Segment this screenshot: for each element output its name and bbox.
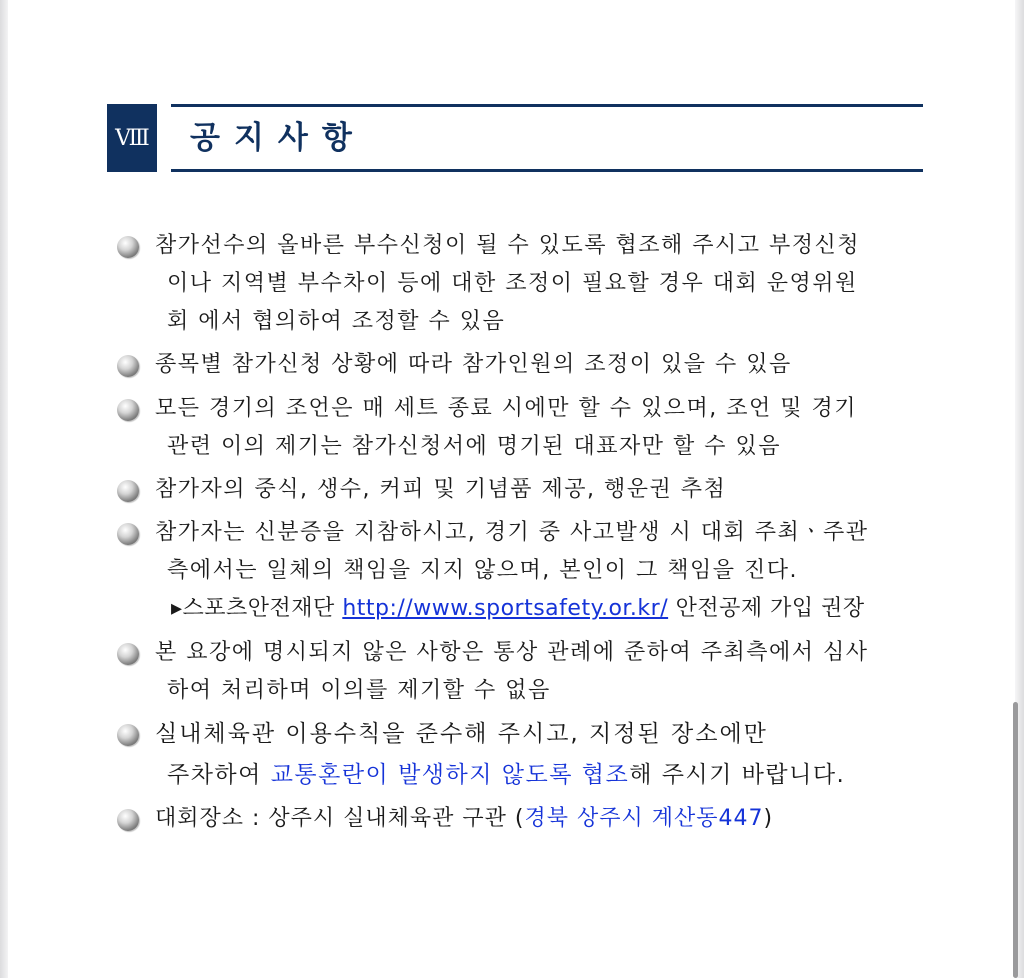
- bullet-icon: [117, 399, 139, 421]
- parking-prefix: 주차하여: [167, 762, 271, 788]
- section-header: [107, 104, 923, 172]
- bullet-icon: [117, 236, 139, 258]
- safety-insurance-note: [171, 590, 865, 628]
- notice-text-line: 본 요강에 명시되지 않은 사항은 통상 관례에 준하여 주최측에서 심사: [155, 640, 869, 665]
- traffic-cooperation-highlight: 교통혼란이 발생하지 않도록 협조: [270, 762, 630, 788]
- notice-text-line: 참가선수의 올바른 부수신청이 될 수 있도록 협조해 주시고 부정신청: [155, 233, 861, 258]
- venue-line: [155, 800, 773, 838]
- notice-text-line: 하여 처리하며 이의를 제기할 수 없음: [167, 678, 551, 703]
- notice-text-line: 실내체육관 이용수칙을 준수해 주시고, 지정된 장소에만: [155, 721, 768, 747]
- venue-close-paren: ): [763, 806, 774, 831]
- notice-text-line: 종목별 참가신청 상황에 따라 참가인원의 조정이 있을 수 있음: [155, 352, 792, 377]
- notice-text-line: 참가자는 신분증을 지참하시고, 경기 중 사고발생 시 대회 주최ㆍ주관: [155, 520, 869, 545]
- parking-suffix: 해 주시기 바랍니다.: [629, 762, 846, 788]
- sportsafety-link[interactable]: http://www.sportsafety.or.kr/: [342, 596, 669, 621]
- bullet-icon: [117, 355, 139, 377]
- venue-address: 경북 상주시 계산동447: [524, 806, 764, 831]
- section-number-badge: Ⅷ: [107, 104, 157, 172]
- vertical-scrollbar[interactable]: [1013, 702, 1018, 978]
- section-title: 공지사항: [190, 120, 366, 156]
- page-left-edge: [0, 0, 8, 978]
- safety-note-prefix: ▸스포츠안전재단: [171, 596, 343, 621]
- notice-text-line: 측에서는 일체의 책임을 지지 않으며, 본인이 그 책임을 진다.: [167, 558, 798, 583]
- bullet-icon: [117, 523, 139, 545]
- bullet-icon: [117, 724, 139, 746]
- notice-text-line: 모든 경기의 조언은 매 세트 종료 시에만 할 수 있으며, 조언 및 경기: [155, 396, 857, 421]
- notice-text-line: 참가자의 중식, 생수, 커피 및 기념품 제공, 행운권 추첨: [155, 477, 727, 502]
- parking-notice-line: [167, 756, 845, 794]
- notice-text-line: 회 에서 협의하여 조정할 수 있음: [167, 309, 506, 334]
- notice-text-line: 관련 이의 제기는 참가신청서에 명기된 대표자만 할 수 있음: [167, 434, 781, 459]
- bullet-icon: [117, 809, 139, 831]
- venue-label: 대회장소 : 상주시 실내체육관 구관 (: [155, 806, 525, 831]
- notice-text-line: 이나 지역별 부수차이 등에 대한 조정이 필요할 경우 대회 운영위원: [167, 271, 858, 296]
- header-rule-top: [171, 104, 923, 107]
- bullet-icon: [117, 643, 139, 665]
- header-rule-bottom: [171, 169, 923, 172]
- bullet-icon: [117, 480, 139, 502]
- safety-note-suffix: 안전공제 가입 권장: [668, 596, 865, 621]
